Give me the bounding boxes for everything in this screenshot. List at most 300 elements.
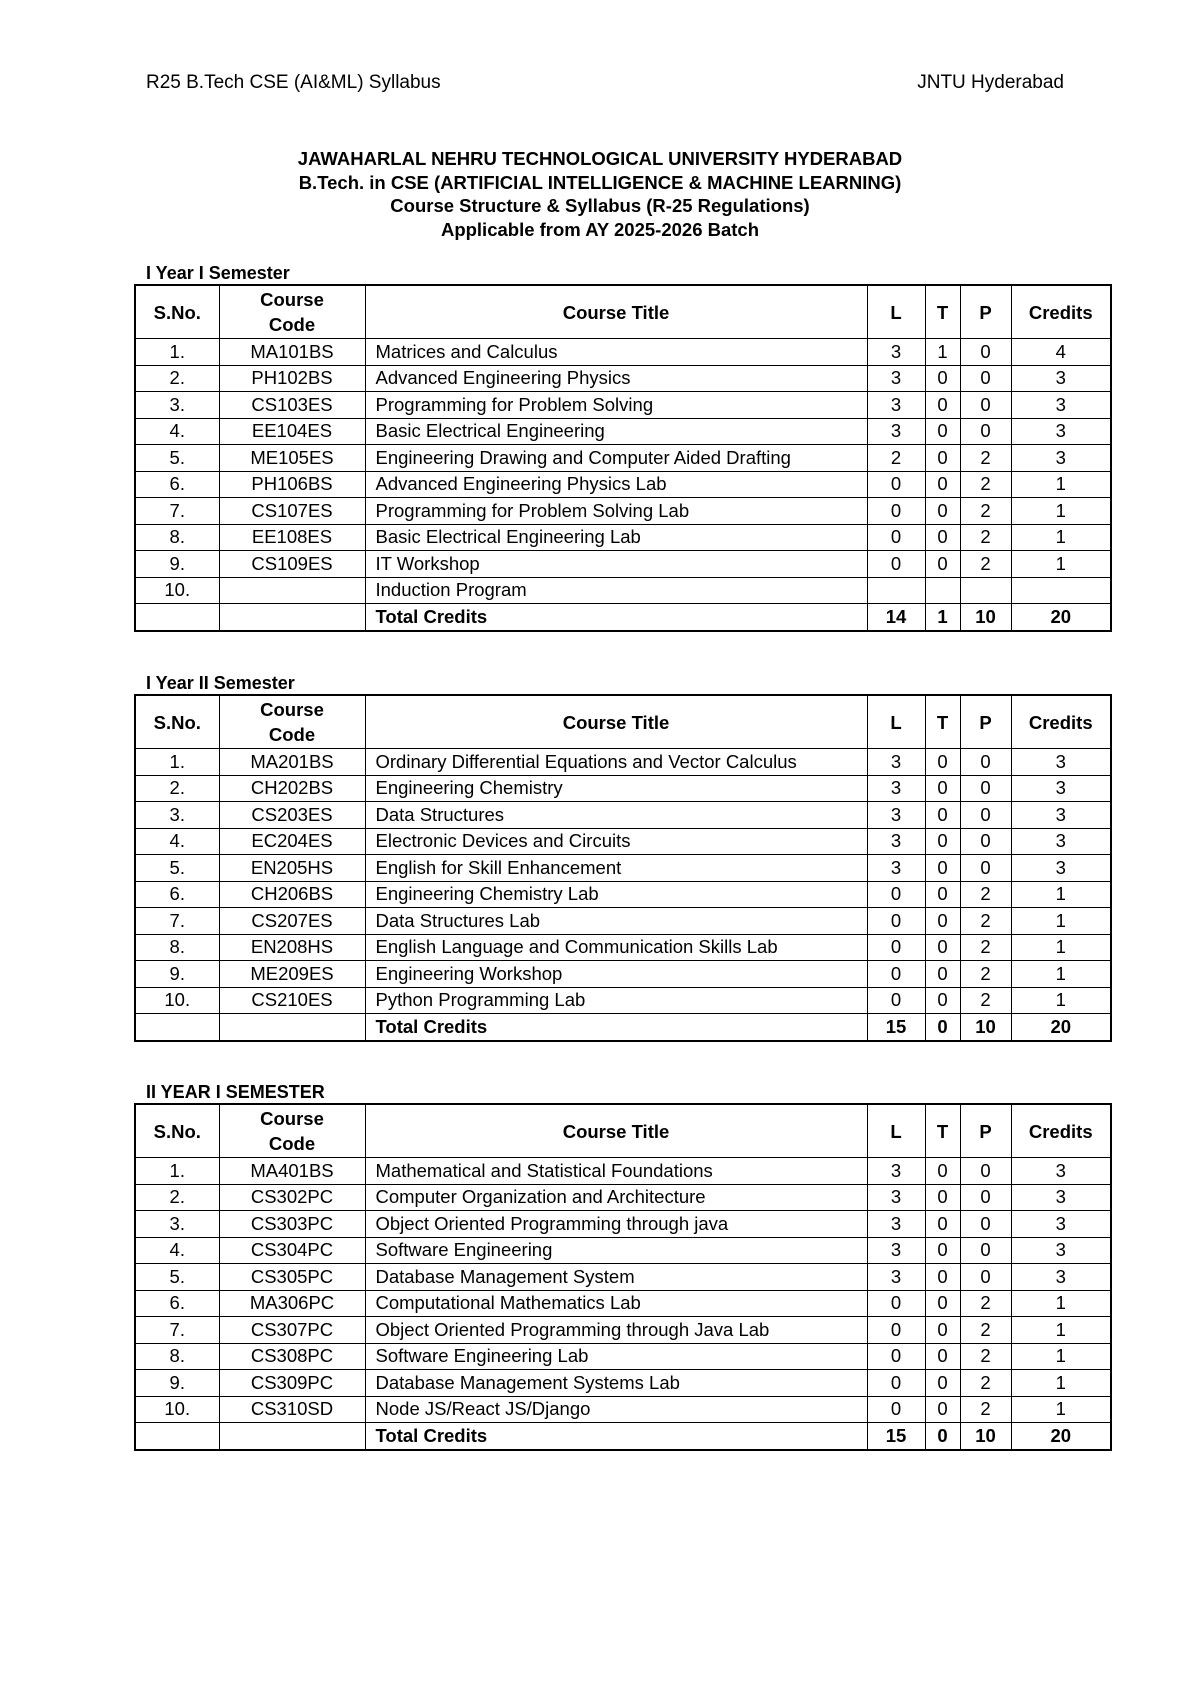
cell-l: 3: [867, 1237, 925, 1264]
cell-p: 0: [960, 1184, 1011, 1211]
cell-course-title: Programming for Problem Solving: [365, 392, 867, 419]
cell-sno: 8.: [135, 1343, 219, 1370]
cell-credits: [1011, 577, 1111, 604]
total-credits: 20: [1011, 1014, 1111, 1041]
program-name: B.Tech. in CSE (ARTIFICIAL INTELLIGENCE & MACHINE LEARNING): [298, 171, 902, 193]
cell-l: 0: [867, 1343, 925, 1370]
cell-p: 2: [960, 908, 1011, 935]
cell-course-code: CS207ES: [219, 908, 365, 935]
cell-sno: 4.: [135, 1237, 219, 1264]
running-header: [146, 72, 1064, 94]
cell-course-code: CH206BS: [219, 881, 365, 908]
cell-credits: 1: [1011, 1317, 1111, 1344]
cell-t: 0: [925, 749, 960, 776]
cell-credits: 1: [1011, 961, 1111, 988]
cell-credits: 3: [1011, 1237, 1111, 1264]
table-row: [135, 1290, 1111, 1317]
semester-section: [134, 262, 1110, 632]
cell-course-code: EE108ES: [219, 524, 365, 551]
table-row: [135, 1184, 1111, 1211]
cell-l: 3: [867, 392, 925, 419]
total-label: Total Credits: [365, 1014, 867, 1041]
table-row: [135, 551, 1111, 578]
cell-sno: 6.: [135, 881, 219, 908]
table-row: [135, 908, 1111, 935]
header-left-text: R25 B.Tech CSE (AI&ML) Syllabus: [146, 72, 441, 93]
course-table: [134, 284, 1112, 632]
cell-course-code: CS203ES: [219, 802, 365, 829]
table-row: [135, 881, 1111, 908]
total-row: [135, 1423, 1111, 1450]
cell-course-code: CS309PC: [219, 1370, 365, 1397]
cell-course-title: Advanced Engineering Physics: [365, 365, 867, 392]
cell-l: 0: [867, 1317, 925, 1344]
cell-sno: 5.: [135, 1264, 219, 1291]
table-header-row: [135, 1104, 1111, 1158]
col-header-l: L: [867, 1104, 925, 1158]
cell-t: 0: [925, 1158, 960, 1185]
cell-t: 0: [925, 855, 960, 882]
total-t: 1: [925, 604, 960, 631]
cell-course-title: Data Structures: [365, 802, 867, 829]
cell-sno: 1.: [135, 339, 219, 366]
cell-course-title: Database Management Systems Lab: [365, 1370, 867, 1397]
cell-credits: 3: [1011, 855, 1111, 882]
cell-l: 3: [867, 1158, 925, 1185]
cell-p: 2: [960, 1343, 1011, 1370]
semester-title: I Year I Semester: [146, 263, 290, 283]
cell-credits: 1: [1011, 524, 1111, 551]
semester-section: [134, 1081, 1110, 1451]
total-t: 0: [925, 1014, 960, 1041]
cell-p: 2: [960, 1317, 1011, 1344]
cell-t: 0: [925, 961, 960, 988]
col-header-t: T: [925, 1104, 960, 1158]
cell-p: 2: [960, 471, 1011, 498]
cell-t: 0: [925, 1370, 960, 1397]
cell-p: 0: [960, 1158, 1011, 1185]
total-row: [135, 1014, 1111, 1041]
cell-empty: [135, 1423, 219, 1450]
cell-sno: 10.: [135, 987, 219, 1014]
regulation-title: Course Structure & Syllabus (R-25 Regulations): [390, 195, 810, 216]
semester-title: II YEAR I SEMESTER: [146, 1082, 325, 1102]
cell-sno: 10.: [135, 1396, 219, 1423]
col-header-title: Course Title: [365, 695, 867, 749]
cell-credits: 1: [1011, 934, 1111, 961]
cell-t: 0: [925, 908, 960, 935]
university-name: JAWAHARLAL NEHRU TECHNOLOGICAL UNIVERSITY HYDERABAD: [297, 148, 903, 169]
cell-l: [867, 577, 925, 604]
col-header-code-line2: Code: [268, 724, 316, 745]
cell-credits: 4: [1011, 339, 1111, 366]
cell-t: 0: [925, 1317, 960, 1344]
cell-l: 0: [867, 1290, 925, 1317]
cell-t: [925, 577, 960, 604]
cell-course-title: Matrices and Calculus: [365, 339, 867, 366]
cell-course-code: EC204ES: [219, 828, 365, 855]
semester-section: [134, 672, 1110, 1042]
cell-empty: [135, 1014, 219, 1041]
table-row: [135, 775, 1111, 802]
col-header-sno: S.No.: [135, 285, 219, 339]
cell-empty: [219, 604, 365, 631]
applicability-note: Applicable from AY 2025-2026 Batch: [440, 218, 760, 240]
table-row: [135, 987, 1111, 1014]
cell-l: 2: [867, 445, 925, 472]
cell-sno: 10.: [135, 577, 219, 604]
cell-course-title: Mathematical and Statistical Foundations: [365, 1158, 867, 1185]
cell-sno: 2.: [135, 1184, 219, 1211]
col-header-p: P: [960, 1104, 1011, 1158]
cell-credits: 3: [1011, 1264, 1111, 1291]
cell-credits: 1: [1011, 471, 1111, 498]
cell-t: 0: [925, 1343, 960, 1370]
cell-course-title: Ordinary Differential Equations and Vector Calculus: [365, 749, 867, 776]
cell-l: 3: [867, 749, 925, 776]
cell-sno: 1.: [135, 749, 219, 776]
cell-course-code: CS109ES: [219, 551, 365, 578]
cell-sno: 1.: [135, 1158, 219, 1185]
total-l: 15: [867, 1014, 925, 1041]
cell-course-code: ME105ES: [219, 445, 365, 472]
cell-course-title: Basic Electrical Engineering: [365, 418, 867, 445]
cell-l: 0: [867, 987, 925, 1014]
cell-sno: 6.: [135, 471, 219, 498]
col-header-p: P: [960, 285, 1011, 339]
table-row: [135, 1211, 1111, 1238]
cell-course-code: CS107ES: [219, 498, 365, 525]
cell-sno: 7.: [135, 498, 219, 525]
col-header-code: [219, 695, 365, 749]
table-row: [135, 1396, 1111, 1423]
cell-l: 0: [867, 498, 925, 525]
col-header-code: [219, 1104, 365, 1158]
cell-course-code: EE104ES: [219, 418, 365, 445]
col-header-title: Course Title: [365, 1104, 867, 1158]
cell-course-title: Software Engineering Lab: [365, 1343, 867, 1370]
cell-course-code: CS305PC: [219, 1264, 365, 1291]
cell-t: 0: [925, 828, 960, 855]
cell-course-title: Induction Program: [365, 577, 867, 604]
cell-sno: 3.: [135, 392, 219, 419]
table-row: [135, 524, 1111, 551]
col-header-credits: Credits: [1011, 1104, 1111, 1158]
cell-course-code: PH102BS: [219, 365, 365, 392]
col-header-t: T: [925, 285, 960, 339]
total-p: 10: [960, 604, 1011, 631]
table-row: [135, 1343, 1111, 1370]
col-header-t: T: [925, 695, 960, 749]
cell-sno: 8.: [135, 524, 219, 551]
document-title-block: [0, 147, 1200, 241]
cell-p: 0: [960, 365, 1011, 392]
cell-l: 0: [867, 524, 925, 551]
cell-course-title: Software Engineering: [365, 1237, 867, 1264]
cell-course-title: Engineering Chemistry: [365, 775, 867, 802]
cell-course-code: CS308PC: [219, 1343, 365, 1370]
total-label: Total Credits: [365, 1423, 867, 1450]
cell-course-title: Computer Organization and Architecture: [365, 1184, 867, 1211]
col-header-sno: S.No.: [135, 1104, 219, 1158]
cell-credits: 1: [1011, 987, 1111, 1014]
cell-sno: 3.: [135, 802, 219, 829]
cell-p: 2: [960, 498, 1011, 525]
cell-credits: 1: [1011, 908, 1111, 935]
cell-sno: 2.: [135, 775, 219, 802]
table-row: [135, 1264, 1111, 1291]
total-credits: 20: [1011, 1423, 1111, 1450]
total-l: 14: [867, 604, 925, 631]
table-row: [135, 445, 1111, 472]
col-header-sno: S.No.: [135, 695, 219, 749]
cell-credits: 1: [1011, 498, 1111, 525]
cell-course-code: CH202BS: [219, 775, 365, 802]
cell-p: 0: [960, 828, 1011, 855]
cell-sno: 5.: [135, 445, 219, 472]
table-row: [135, 1370, 1111, 1397]
cell-t: 0: [925, 445, 960, 472]
cell-course-title: Computational Mathematics Lab: [365, 1290, 867, 1317]
cell-p: 2: [960, 445, 1011, 472]
cell-p: 2: [960, 1396, 1011, 1423]
cell-course-code: CS307PC: [219, 1317, 365, 1344]
cell-l: 3: [867, 1184, 925, 1211]
cell-credits: 3: [1011, 365, 1111, 392]
cell-course-title: Object Oriented Programming through Java Lab: [365, 1317, 867, 1344]
cell-p: 0: [960, 1211, 1011, 1238]
table-row: [135, 1317, 1111, 1344]
cell-l: 0: [867, 934, 925, 961]
table-row: [135, 802, 1111, 829]
cell-p: 2: [960, 1370, 1011, 1397]
cell-course-title: Python Programming Lab: [365, 987, 867, 1014]
cell-course-code: CS303PC: [219, 1211, 365, 1238]
cell-credits: 1: [1011, 881, 1111, 908]
cell-empty: [219, 1014, 365, 1041]
cell-empty: [135, 604, 219, 631]
col-header-credits: Credits: [1011, 695, 1111, 749]
cell-t: 0: [925, 1290, 960, 1317]
table-row: [135, 1237, 1111, 1264]
cell-course-code: CS310SD: [219, 1396, 365, 1423]
col-header-code-line2: Code: [268, 1133, 316, 1154]
cell-course-title: English Language and Communication Skills Lab: [365, 934, 867, 961]
table-header-row: [135, 285, 1111, 339]
cell-p: 2: [960, 551, 1011, 578]
cell-credits: 3: [1011, 1211, 1111, 1238]
cell-t: 0: [925, 365, 960, 392]
cell-l: 0: [867, 881, 925, 908]
cell-p: 2: [960, 934, 1011, 961]
cell-course-title: Engineering Drawing and Computer Aided Drafting: [365, 445, 867, 472]
cell-course-code: EN208HS: [219, 934, 365, 961]
col-header-code: [219, 285, 365, 339]
cell-course-title: Basic Electrical Engineering Lab: [365, 524, 867, 551]
cell-p: 2: [960, 961, 1011, 988]
cell-t: 0: [925, 524, 960, 551]
cell-credits: 3: [1011, 749, 1111, 776]
cell-t: 0: [925, 1264, 960, 1291]
cell-t: 0: [925, 418, 960, 445]
cell-credits: 1: [1011, 1343, 1111, 1370]
cell-l: 3: [867, 418, 925, 445]
cell-p: 0: [960, 749, 1011, 776]
cell-credits: 1: [1011, 1396, 1111, 1423]
cell-course-code: [219, 577, 365, 604]
course-table: [134, 1103, 1112, 1451]
cell-l: 3: [867, 855, 925, 882]
total-t: 0: [925, 1423, 960, 1450]
cell-credits: 1: [1011, 1290, 1111, 1317]
table-row: [135, 1158, 1111, 1185]
cell-course-title: Programming for Problem Solving Lab: [365, 498, 867, 525]
cell-credits: 3: [1011, 1158, 1111, 1185]
cell-course-code: MA201BS: [219, 749, 365, 776]
col-header-code-line2: Code: [268, 314, 316, 335]
cell-p: 2: [960, 1290, 1011, 1317]
cell-l: 0: [867, 471, 925, 498]
total-row: [135, 604, 1111, 631]
table-row: [135, 855, 1111, 882]
cell-l: 3: [867, 1264, 925, 1291]
col-header-credits: Credits: [1011, 285, 1111, 339]
cell-t: 0: [925, 1184, 960, 1211]
cell-credits: 3: [1011, 445, 1111, 472]
col-header-code-line1: Course: [260, 289, 324, 310]
cell-credits: 3: [1011, 1184, 1111, 1211]
cell-course-code: CS210ES: [219, 987, 365, 1014]
table-row: [135, 418, 1111, 445]
cell-p: 0: [960, 1264, 1011, 1291]
cell-sno: 9.: [135, 551, 219, 578]
cell-credits: 3: [1011, 392, 1111, 419]
cell-t: 0: [925, 1211, 960, 1238]
cell-course-code: MA306PC: [219, 1290, 365, 1317]
cell-course-title: IT Workshop: [365, 551, 867, 578]
col-header-code-line1: Course: [260, 1108, 324, 1129]
cell-l: 3: [867, 775, 925, 802]
col-header-code-line1: Course: [260, 699, 324, 720]
cell-p: 0: [960, 855, 1011, 882]
cell-l: 3: [867, 828, 925, 855]
cell-course-title: Engineering Workshop: [365, 961, 867, 988]
cell-p: 0: [960, 1237, 1011, 1264]
col-header-p: P: [960, 695, 1011, 749]
cell-credits: 1: [1011, 551, 1111, 578]
table-row: [135, 339, 1111, 366]
cell-sno: 7.: [135, 908, 219, 935]
cell-p: 0: [960, 775, 1011, 802]
cell-sno: 4.: [135, 828, 219, 855]
cell-empty: [219, 1423, 365, 1450]
cell-p: 0: [960, 392, 1011, 419]
table-row: [135, 392, 1111, 419]
col-header-l: L: [867, 285, 925, 339]
cell-course-code: CS304PC: [219, 1237, 365, 1264]
cell-credits: 3: [1011, 418, 1111, 445]
cell-sno: 9.: [135, 1370, 219, 1397]
cell-credits: 1: [1011, 1370, 1111, 1397]
cell-l: 3: [867, 365, 925, 392]
cell-credits: 3: [1011, 775, 1111, 802]
cell-course-title: Node JS/React JS/Django: [365, 1396, 867, 1423]
cell-sno: 9.: [135, 961, 219, 988]
total-label: Total Credits: [365, 604, 867, 631]
cell-sno: 3.: [135, 1211, 219, 1238]
table-row: [135, 828, 1111, 855]
course-table: [134, 694, 1112, 1042]
cell-p: [960, 577, 1011, 604]
cell-course-code: PH106BS: [219, 471, 365, 498]
cell-course-title: Advanced Engineering Physics Lab: [365, 471, 867, 498]
cell-l: 3: [867, 1211, 925, 1238]
cell-sno: 7.: [135, 1317, 219, 1344]
total-credits: 20: [1011, 604, 1111, 631]
cell-l: 0: [867, 961, 925, 988]
cell-p: 2: [960, 881, 1011, 908]
table-row: [135, 934, 1111, 961]
cell-t: 0: [925, 775, 960, 802]
semester-title: I Year II Semester: [146, 673, 295, 693]
col-header-l: L: [867, 695, 925, 749]
cell-sno: 2.: [135, 365, 219, 392]
table-row: [135, 961, 1111, 988]
cell-sno: 4.: [135, 418, 219, 445]
cell-p: 0: [960, 339, 1011, 366]
table-row: [135, 471, 1111, 498]
cell-course-title: Engineering Chemistry Lab: [365, 881, 867, 908]
cell-course-code: ME209ES: [219, 961, 365, 988]
cell-p: 2: [960, 987, 1011, 1014]
cell-course-title: Object Oriented Programming through java: [365, 1211, 867, 1238]
cell-course-title: Data Structures Lab: [365, 908, 867, 935]
cell-t: 0: [925, 1396, 960, 1423]
table-header-row: [135, 695, 1111, 749]
cell-course-code: MA101BS: [219, 339, 365, 366]
cell-l: 0: [867, 908, 925, 935]
cell-sno: 6.: [135, 1290, 219, 1317]
cell-course-title: English for Skill Enhancement: [365, 855, 867, 882]
cell-sno: 8.: [135, 934, 219, 961]
cell-t: 0: [925, 471, 960, 498]
total-p: 10: [960, 1014, 1011, 1041]
table-row: [135, 577, 1111, 604]
cell-credits: 3: [1011, 802, 1111, 829]
cell-sno: 5.: [135, 855, 219, 882]
cell-l: 0: [867, 1370, 925, 1397]
cell-t: 0: [925, 802, 960, 829]
cell-p: 0: [960, 802, 1011, 829]
cell-l: 3: [867, 802, 925, 829]
cell-t: 0: [925, 498, 960, 525]
cell-course-code: EN205HS: [219, 855, 365, 882]
cell-t: 0: [925, 881, 960, 908]
col-header-title: Course Title: [365, 285, 867, 339]
cell-course-code: CS103ES: [219, 392, 365, 419]
cell-t: 1: [925, 339, 960, 366]
cell-credits: 3: [1011, 828, 1111, 855]
cell-l: 0: [867, 1396, 925, 1423]
cell-t: 0: [925, 1237, 960, 1264]
cell-p: 2: [960, 524, 1011, 551]
cell-course-code: MA401BS: [219, 1158, 365, 1185]
cell-p: 0: [960, 418, 1011, 445]
cell-l: 0: [867, 551, 925, 578]
cell-t: 0: [925, 551, 960, 578]
cell-course-title: Electronic Devices and Circuits: [365, 828, 867, 855]
table-row: [135, 749, 1111, 776]
